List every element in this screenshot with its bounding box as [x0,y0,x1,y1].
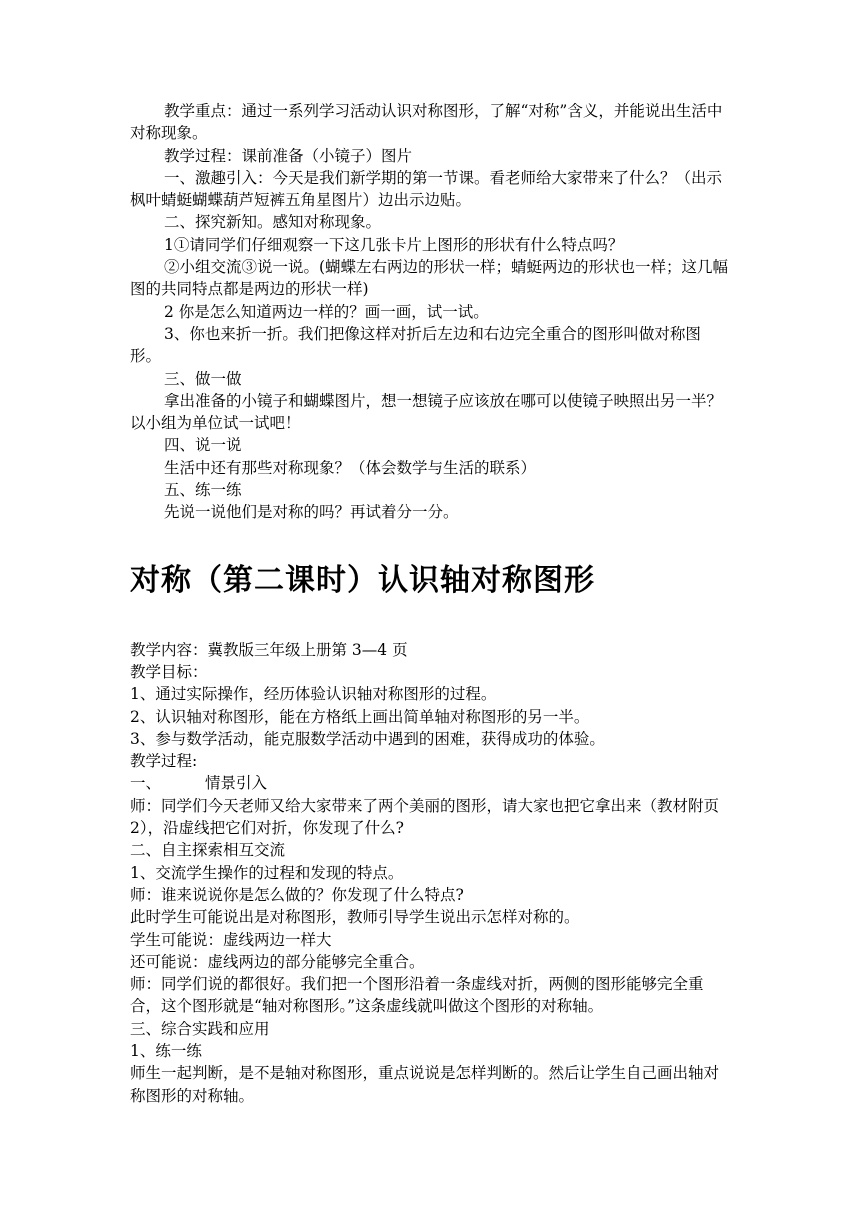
step-do: 三、做一做 [164,369,242,388]
explore-item-3: 2 你是怎么知道两边一样的？画一画，试一试。 [164,302,489,321]
process-label: 教学过程: [130,752,198,771]
teacher-line-1: 师：同学们今天老师又给大家带来了两个美丽的图形，请大家也把它拿出来（教材附页 2），沿虚线把它们对折，你发现了什么? [130,796,720,838]
step-say: 四、说一说 [164,436,242,455]
teaching-focus: 教学重点：通过一系列学习活动认识对称图形，了解“对称”含义，并能说出生活中对称现象。 [130,102,723,143]
step-title: 情景引入 [205,774,268,793]
exchange-item-1: 1、交流学生操作的过程和发现的特点。 [130,863,404,882]
teacher-line-2: 师：谁来说说你是怎么做的？你发现了什么特点? [130,885,464,904]
do-content: 拿出准备的小镜子和蝴蝶图片，想一想镜子应该放在哪可以使镜子映照出另一半？以小组为单位试一试吧！ [130,391,723,433]
explore-item-2: ②小组交流③说一说。(蝴蝶左右两边的形状一样；蜻蜓两边的形状也一样；这几幅图的共同特点都是两边的形状一样) [130,258,729,299]
guide-line: 此时学生可能说出是对称图形，教师引导学生说出示怎样对称的。 [130,908,580,927]
explore-item-1: 1①请同学们仔细观察一下这几张卡片上图形的形状有什么特点吗？ [164,235,624,254]
apply-item-1: 1、练一练 [130,1041,202,1060]
document-page [130,100,730,1107]
step-scene-intro [130,772,730,794]
step-apply: 三、综合实践和应用 [130,1019,270,1038]
step-explore: 二、探究新知。感知对称现象。 [164,213,382,232]
practice-content: 先说一说他们是对称的吗？再试着分一分。 [164,503,459,522]
student-line-2: 还可能说：虚线两边的部分能够完全重合。 [130,952,425,971]
step-explore-exchange: 二、自主探索相互交流 [130,841,286,860]
goal-1: 1、通过实际操作，经历体验认识轴对称图形的过程。 [130,685,497,704]
goal-2: 2、认识轴对称图形，能在方格纸上画出简单轴对称图形的另一半。 [130,707,590,726]
student-line-1: 学生可能说：虚线两边一样大 [130,930,332,949]
step-intro: 一、激趣引入：今天是我们新学期的第一节课。看老师给大家带来了什么？（出示枫叶蜻蜓蝴蝶葫芦短裤五角星图片）边出示边贴。 [130,168,723,210]
teacher-line-3: 师：同学们说的都很好。我们把一个图形沿着一条虚线对折，两侧的图形能够完全重合，这个图形就是“轴对称图形。”这条虚线就叫做这个图形的对称轴。 [130,975,704,1016]
apply-content: 师生一起判断，是不是轴对称图形，重点说说是怎样判断的。然后让学生自己画出轴对称图形的对称轴。 [130,1064,720,1105]
step-number: 一、 [130,774,162,793]
lesson-heading: 对称（第二课时）认识轴对称图形 [130,562,595,598]
teaching-process: 教学过程：课前准备（小镜子）图片 [164,146,413,165]
teaching-content: 教学内容：冀教版三年级上册第 3—4 页 [130,640,408,659]
say-content: 生活中还有那些对称现象？（体会数学与生活的联系） [164,458,537,477]
goal-3: 3、参与数学活动，能克服数学活动中遇到的困难，获得成功的体验。 [130,729,605,748]
teaching-goals-label: 教学目标： [130,662,208,681]
step-practice: 五、练一练 [164,481,242,500]
explore-item-4: 3、你也来折一折。我们把像这样对折后左边和右边完全重合的图形叫做对称图形。 [130,324,701,366]
